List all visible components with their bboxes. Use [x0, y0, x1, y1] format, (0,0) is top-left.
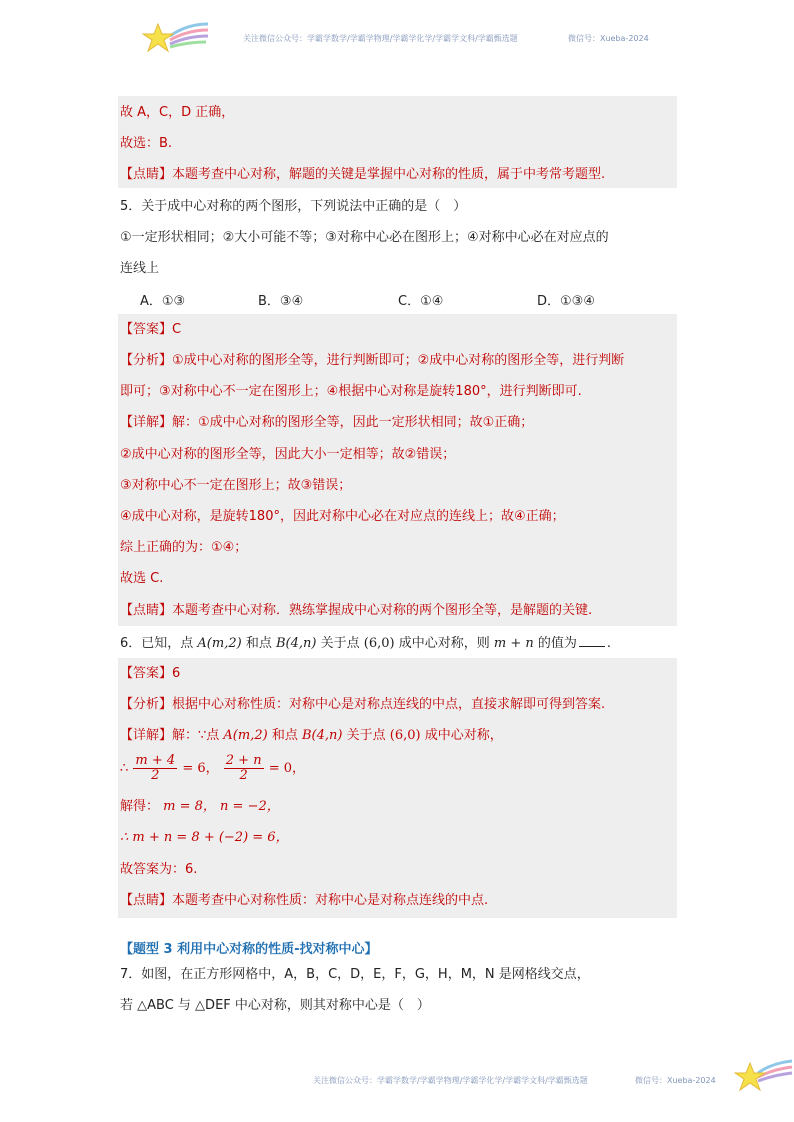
q6-fraction-1-rhs: = 6， [182, 761, 219, 776]
q6-sym: 成中心对称，则 [398, 636, 490, 651]
q5-detail-5: 综上正确的为：①④； [120, 540, 248, 555]
prev-line-1: 故 A，C，D 正确， [120, 105, 235, 120]
q5-stem-3: 连线上 [120, 261, 160, 276]
q6-analysis: 【分析】根据中心对称性质：对称中心是对称点连线的中点，直接求解即可得到答案. [120, 697, 606, 712]
q5-detail-6: 故选 C. [120, 571, 164, 586]
star-logo-icon [734, 1055, 794, 1099]
q6-point-b: B(4,n) [275, 636, 317, 651]
q6-solve-label: 解得： [120, 799, 160, 814]
q5-detail-4: ④成中心对称，是旋转180°，因此对称中心必在对应点的连线上；故④正确； [120, 509, 565, 524]
q6-fraction-2: $\frac{2 + n}{2}$ [225, 753, 262, 783]
footer-text: 关注微信公众号：学霸学数学/学霸学物理/学霸学化学/学霸学文科/学霸甄选题 [313, 1076, 588, 1085]
q6-answer: 【答案】6 [120, 666, 181, 681]
q5-analysis-2: 即可；③对称中心不一定在图形上；④根据中心对称是旋转180°，进行判断即可. [120, 384, 582, 399]
prev-comment: 【点睛】本题考查中心对称，解题的关键是掌握中心对称的性质，属于中考常考题型. [120, 167, 606, 182]
q5-analysis-1: 【分析】①成中心对称的图形全等，进行判断即可；②成中心对称的图形全等，进行判断 [120, 353, 625, 368]
q6-stem [120, 634, 611, 652]
q6-detail-and: 和点 [271, 728, 298, 743]
q5-stem: 5．关于成中心对称的两个图形，下列说法中正确的是（ ） [120, 199, 467, 214]
q6-point-a: A(m,2) [197, 636, 242, 651]
q6-solve-line [120, 799, 280, 815]
q5-detail-3: ③对称中心不一定在图形上；故③错误； [120, 478, 352, 493]
q6-expr: m + n [493, 636, 534, 651]
q5-detail-1: 【详解】解：①成中心对称的图形全等，因此一定形状相同；故①正确； [120, 415, 534, 430]
q6-and: 和点 [245, 636, 272, 651]
footer-wechat-id: 微信号：Xueba-2024 [635, 1076, 716, 1085]
header-wechat-id: 微信号：Xueba-2024 [568, 34, 649, 43]
q6-detail-head: 【详解】解：∵点 [120, 728, 220, 743]
q6-answer-blank [579, 634, 605, 647]
q7-stem-1: 7．如图，在正方形网格中，A，B，C，D，E，F，G，H，M，N 是网格线交点， [120, 967, 590, 982]
q6-final: 故答案为：6. [120, 862, 198, 877]
q5-option-b: B．③④ [258, 294, 304, 309]
q5-stem-2: ①一定形状相同；②大小可能不等；③对称中心必在图形上；④对称中心必在对应点的 [120, 230, 609, 245]
q6-therefore: ∴ [120, 761, 129, 776]
q6-detail-1 [120, 728, 503, 744]
q6-detail-tail: 成中心对称， [424, 728, 503, 743]
q6-fraction-2-rhs: = 0， [268, 761, 306, 776]
q6-detail-point-a: A(m,2) [223, 728, 268, 743]
header-text: 关注微信公众号：学霸学数学/学霸学物理/学霸学化学/学霸学文科/学霸甄选题 [243, 34, 518, 43]
q6-fraction-1: $\frac{m + 4}{2}$ [135, 753, 176, 783]
q7-stem-2: 若 △ABC 与 △DEF 中心对称，则其对称中心是（ ） [120, 998, 430, 1013]
q6-comment: 【点睛】本题考查中心对称性质：对称中心是对称点连线的中点. [120, 893, 489, 908]
q6-solve: m = 8， n = −2， [163, 799, 280, 814]
q6-detail-about: 关于点 [346, 728, 386, 743]
q6-about: 关于点 [320, 636, 360, 651]
q6-detail-center: (6,0) [389, 728, 421, 743]
q5-option-a: A．①③ [140, 294, 186, 309]
q5-detail-2: ②成中心对称的图形全等，因此大小一定相等；故②错误； [120, 447, 456, 462]
q6-end: . [606, 636, 612, 651]
star-logo-icon [142, 18, 212, 62]
q5-option-c: C．①④ [398, 294, 444, 309]
q5-answer: 【答案】C [120, 322, 182, 337]
q6-sum-line: ∴ m + n = 8 + (−2) = 6， [120, 830, 289, 845]
q5-comment: 【点睛】本题考查中心对称．熟练掌握成中心对称的两个图形全等，是解题的关键. [120, 603, 593, 618]
section-3-title: 【题型 3 利用中心对称的性质-找对称中心】 [120, 942, 378, 957]
q6-detail-point-b: B(4,n) [301, 728, 343, 743]
q6-fraction-line [120, 754, 305, 784]
q6-center-point: (6,0) [363, 636, 395, 651]
q5-option-d: D．①③④ [537, 294, 595, 309]
q6-tail: 的值为 [537, 636, 577, 651]
q6-stem-lead: 6．已知，点 [120, 636, 194, 651]
prev-line-2: 故选：B. [120, 136, 173, 151]
